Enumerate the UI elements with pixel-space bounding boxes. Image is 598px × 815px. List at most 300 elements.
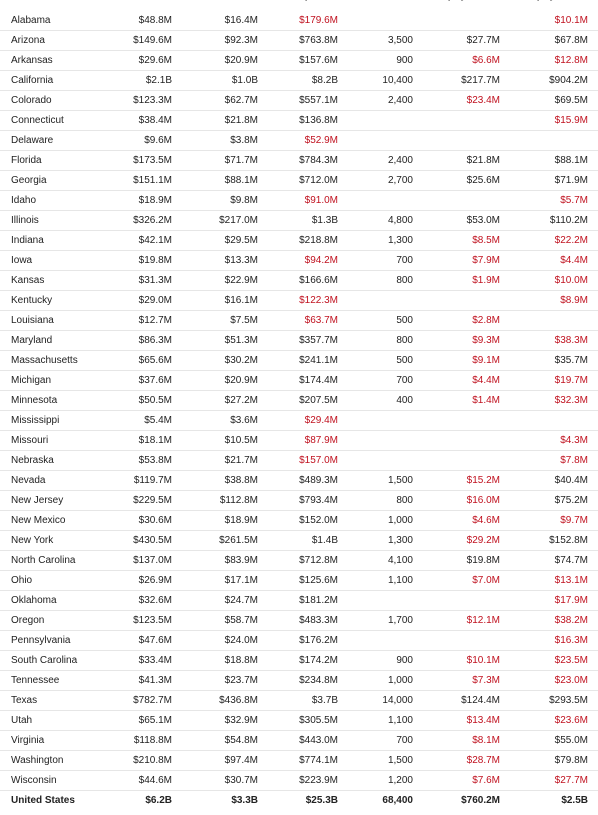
payments-total-cell: $10.0M <box>500 271 598 291</box>
payments-cell: $4.4M <box>413 371 500 391</box>
table-row <box>0 91 598 111</box>
power-cell: $91.0M <box>258 191 338 211</box>
owned-cell <box>338 411 413 431</box>
local-tax-cell: $23.7M <box>172 671 258 691</box>
payments-total-cell: $69.5M <box>500 91 598 111</box>
owned-cell <box>338 111 413 131</box>
payments-cell <box>413 451 500 471</box>
table-row <box>0 271 598 291</box>
owned-cell: 14,000 <box>338 691 413 711</box>
owned-cell: 900 <box>338 51 413 71</box>
payments-total-cell: $9.7M <box>500 511 598 531</box>
tax-cell: $86.3M <box>111 331 172 351</box>
state-cell: Minnesota <box>0 391 111 411</box>
local-tax-cell: $10.5M <box>172 431 258 451</box>
payments-total-cell: $79.8M <box>500 751 598 771</box>
owned-cell: 2,700 <box>338 171 413 191</box>
power-cell: $181.2M <box>258 591 338 611</box>
payments-cell <box>413 631 500 651</box>
table-row <box>0 291 598 311</box>
payments-total-cell: $17.9M <box>500 591 598 611</box>
owned-cell: 800 <box>338 491 413 511</box>
table-header <box>0 0 598 3</box>
owned-cell: 1,100 <box>338 571 413 591</box>
header-col1 <box>143 0 171 1</box>
total-row <box>0 791 598 811</box>
payments-cell: $1.4M <box>413 391 500 411</box>
state-cell: Utah <box>0 711 111 731</box>
tax-cell: $42.1M <box>111 231 172 251</box>
state-cell: North Carolina <box>0 551 111 571</box>
state-cell: Alabama <box>0 11 111 31</box>
local-tax-cell: $38.8M <box>172 471 258 491</box>
owned-cell: 1,000 <box>338 671 413 691</box>
tax-cell: $326.2M <box>111 211 172 231</box>
payments-cell: $27.7M <box>413 31 500 51</box>
owned-cell: 700 <box>338 251 413 271</box>
tax-cell: $229.5M <box>111 491 172 511</box>
local-tax-cell: $1.0B <box>172 71 258 91</box>
table-row <box>0 431 598 451</box>
tax-cell: $6.2B <box>145 795 172 806</box>
payments-total-cell: $15.9M <box>500 111 598 131</box>
payments-cell: $12.1M <box>413 611 500 631</box>
tax-cell: $19.8M <box>111 251 172 271</box>
table-row <box>0 611 598 631</box>
local-tax-cell: $27.2M <box>172 391 258 411</box>
owned-cell: 1,500 <box>338 751 413 771</box>
payments-cell: $7.3M <box>413 671 500 691</box>
power-cell: $207.5M <box>258 391 338 411</box>
tax-cell: $137.0M <box>111 551 172 571</box>
payments-total-cell: $13.1M <box>500 571 598 591</box>
owned-cell: 700 <box>338 731 413 751</box>
payments-total-cell: $19.7M <box>500 371 598 391</box>
local-tax-cell: $24.0M <box>172 631 258 651</box>
local-tax-cell: $7.5M <box>172 311 258 331</box>
payments-cell: $29.2M <box>413 531 500 551</box>
payments-cell: $7.9M <box>413 251 500 271</box>
payments-total-cell: $23.0M <box>500 671 598 691</box>
owned-cell: 900 <box>338 651 413 671</box>
header-col3 <box>305 0 337 1</box>
state-cell: Colorado <box>0 91 111 111</box>
table-row <box>0 731 598 751</box>
power-cell: $1.3B <box>258 211 338 231</box>
payments-total-cell: $4.4M <box>500 251 598 271</box>
power-cell: $712.8M <box>258 551 338 571</box>
power-cell: $557.1M <box>258 91 338 111</box>
table-row <box>0 531 598 551</box>
table-row <box>0 711 598 731</box>
state-cell: Illinois <box>0 211 111 231</box>
tax-cell: $65.6M <box>111 351 172 371</box>
payments-total-cell: $904.2M <box>500 71 598 91</box>
tax-cell: $38.4M <box>111 111 172 131</box>
local-tax-cell: $21.8M <box>172 111 258 131</box>
local-tax-cell: $18.9M <box>172 511 258 531</box>
state-cell: Michigan <box>0 371 111 391</box>
payments-cell: $7.0M <box>413 571 500 591</box>
power-cell: $8.2B <box>258 71 338 91</box>
local-tax-cell: $3.3B <box>231 795 258 806</box>
state-cell: New York <box>0 531 111 551</box>
payments-total-cell: $16.3M <box>500 631 598 651</box>
payments-total-cell: $35.7M <box>500 351 598 371</box>
payments-cell: $25.6M <box>413 171 500 191</box>
owned-cell <box>338 591 413 611</box>
tax-cell: $31.3M <box>111 271 172 291</box>
local-tax-cell: $217.0M <box>172 211 258 231</box>
owned-cell: 1,100 <box>338 711 413 731</box>
state-cell: Virginia <box>0 731 111 751</box>
table-row <box>0 571 598 591</box>
state-cell: Maryland <box>0 331 111 351</box>
payments-total-cell <box>500 131 598 151</box>
payments-total-cell: $12.8M <box>500 51 598 71</box>
payments-total-cell: $75.2M <box>500 491 598 511</box>
table-row <box>0 591 598 611</box>
state-cell: California <box>0 71 111 91</box>
tax-cell: $149.6M <box>111 31 172 51</box>
tax-cell: $123.5M <box>111 611 172 631</box>
tax-cell: $123.3M <box>111 91 172 111</box>
payments-cell: $1.9M <box>413 271 500 291</box>
state-cell: Missouri <box>0 431 111 451</box>
payments-cell <box>413 191 500 211</box>
state-cell: Massachusetts <box>0 351 111 371</box>
owned-cell: 500 <box>338 351 413 371</box>
table-row <box>0 251 598 271</box>
payments-cell: $2.8M <box>413 311 500 331</box>
power-cell: $174.2M <box>258 651 338 671</box>
local-tax-cell: $13.3M <box>172 251 258 271</box>
owned-cell: 500 <box>338 311 413 331</box>
local-tax-cell: $18.8M <box>172 651 258 671</box>
state-cell: Idaho <box>0 191 111 211</box>
owned-cell: 3,500 <box>338 31 413 51</box>
state-cell: New Jersey <box>0 491 111 511</box>
header-col6 <box>537 0 588 1</box>
tax-cell: $782.7M <box>111 691 172 711</box>
payments-total-cell: $293.5M <box>500 691 598 711</box>
table-row <box>0 331 598 351</box>
power-cell: $784.3M <box>258 151 338 171</box>
state-cell: Kansas <box>0 271 111 291</box>
power-cell: $136.8M <box>258 111 338 131</box>
payments-cell: $4.6M <box>413 511 500 531</box>
state-cell: New Mexico <box>0 511 111 531</box>
payments-total-cell: $38.3M <box>500 331 598 351</box>
header-col2 <box>201 0 257 1</box>
local-tax-cell: $58.7M <box>172 611 258 631</box>
table-row <box>0 391 598 411</box>
owned-cell: 1,300 <box>338 231 413 251</box>
table-row <box>0 51 598 71</box>
power-cell: $29.4M <box>258 411 338 431</box>
power-cell: $94.2M <box>258 251 338 271</box>
tax-cell: $37.6M <box>111 371 172 391</box>
payments-total-cell: $23.5M <box>500 651 598 671</box>
payments-total-cell: $4.3M <box>500 431 598 451</box>
state-cell: Louisiana <box>0 311 111 331</box>
power-cell: $218.8M <box>258 231 338 251</box>
table-row <box>0 411 598 431</box>
local-tax-cell: $3.6M <box>172 411 258 431</box>
power-cell: $483.3M <box>258 611 338 631</box>
payments-cell <box>413 11 500 31</box>
tax-cell: $5.4M <box>111 411 172 431</box>
table-row <box>0 131 598 151</box>
payments-cell: $10.1M <box>413 651 500 671</box>
payments-cell: $760.2M <box>461 795 500 806</box>
power-cell: $241.1M <box>258 351 338 371</box>
state-cell: Arizona <box>0 31 111 51</box>
table-row <box>0 11 598 31</box>
payments-total-cell: $71.9M <box>500 171 598 191</box>
table-row <box>0 691 598 711</box>
payments-cell <box>413 411 500 431</box>
local-tax-cell: $16.4M <box>172 11 258 31</box>
state-cell: Oregon <box>0 611 111 631</box>
state-cell: Delaware <box>0 131 111 151</box>
payments-total-cell <box>500 411 598 431</box>
tax-cell: $173.5M <box>111 151 172 171</box>
payments-cell: $15.2M <box>413 471 500 491</box>
tax-cell: $32.6M <box>111 591 172 611</box>
state-cell: Mississippi <box>0 411 111 431</box>
tax-cell: $44.6M <box>111 771 172 791</box>
power-cell: $774.1M <box>258 751 338 771</box>
state-cell: Oklahoma <box>0 591 111 611</box>
state-cell: Connecticut <box>0 111 111 131</box>
power-cell: $712.0M <box>258 171 338 191</box>
local-tax-cell: $97.4M <box>172 751 258 771</box>
power-cell: $357.7M <box>258 331 338 351</box>
tax-cell: $41.3M <box>111 671 172 691</box>
tax-cell: $53.8M <box>111 451 172 471</box>
state-cell: Wisconsin <box>0 771 111 791</box>
state-cell: Tennessee <box>0 671 111 691</box>
payments-total-cell <box>500 311 598 331</box>
power-cell: $157.0M <box>258 451 338 471</box>
owned-cell <box>338 451 413 471</box>
power-cell: $1.4B <box>258 531 338 551</box>
payments-cell <box>413 131 500 151</box>
table-row <box>0 651 598 671</box>
local-tax-cell: $30.2M <box>172 351 258 371</box>
tax-cell: $151.1M <box>111 171 172 191</box>
table-row <box>0 631 598 651</box>
table-row <box>0 31 598 51</box>
payments-cell: $9.1M <box>413 351 500 371</box>
table-row <box>0 231 598 251</box>
payments-cell: $124.4M <box>413 691 500 711</box>
local-tax-cell: $20.9M <box>172 51 258 71</box>
state-data-table <box>0 11 598 810</box>
payments-total-cell: $22.2M <box>500 231 598 251</box>
table-row <box>0 511 598 531</box>
owned-cell: 4,100 <box>338 551 413 571</box>
payments-cell: $19.8M <box>413 551 500 571</box>
tax-cell: $12.7M <box>111 311 172 331</box>
tax-cell: $118.8M <box>111 731 172 751</box>
table-row <box>0 171 598 191</box>
payments-total-cell: $55.0M <box>500 731 598 751</box>
tax-cell: $430.5M <box>111 531 172 551</box>
payments-cell: $6.6M <box>413 51 500 71</box>
owned-cell <box>338 11 413 31</box>
power-cell: $3.7B <box>258 691 338 711</box>
state-cell: Georgia <box>0 171 111 191</box>
payments-cell: $16.0M <box>413 491 500 511</box>
table-row <box>0 71 598 91</box>
tax-cell: $30.6M <box>111 511 172 531</box>
tax-cell: $33.4M <box>111 651 172 671</box>
table-row <box>0 451 598 471</box>
state-cell: Nebraska <box>0 451 111 471</box>
state-cell: Washington <box>0 751 111 771</box>
local-tax-cell: $261.5M <box>172 531 258 551</box>
payments-cell: $8.5M <box>413 231 500 251</box>
payments-total-cell: $74.7M <box>500 551 598 571</box>
table-row <box>0 471 598 491</box>
table-row <box>0 491 598 511</box>
payments-cell <box>413 591 500 611</box>
payments-cell: $23.4M <box>413 91 500 111</box>
local-tax-cell: $83.9M <box>172 551 258 571</box>
owned-cell: 68,400 <box>382 795 413 806</box>
payments-total-cell: $40.4M <box>500 471 598 491</box>
owned-cell: 2,400 <box>338 151 413 171</box>
local-tax-cell: $92.3M <box>172 31 258 51</box>
payments-cell: $8.1M <box>413 731 500 751</box>
tax-cell: $29.6M <box>111 51 172 71</box>
tax-cell: $48.8M <box>111 11 172 31</box>
owned-cell: 1,000 <box>338 511 413 531</box>
owned-cell: 700 <box>338 371 413 391</box>
payments-cell: $217.7M <box>413 71 500 91</box>
table-row <box>0 191 598 211</box>
local-tax-cell: $32.9M <box>172 711 258 731</box>
tax-cell: $2.1B <box>111 71 172 91</box>
payments-total-cell: $67.8M <box>500 31 598 51</box>
power-cell: $443.0M <box>258 731 338 751</box>
payments-cell: $28.7M <box>413 751 500 771</box>
payments-cell: $7.6M <box>413 771 500 791</box>
tax-cell: $18.1M <box>111 431 172 451</box>
owned-cell: 1,500 <box>338 471 413 491</box>
owned-cell: 800 <box>338 331 413 351</box>
local-tax-cell: $62.7M <box>172 91 258 111</box>
table-row <box>0 111 598 131</box>
tax-cell: $47.6M <box>111 631 172 651</box>
payments-cell <box>413 431 500 451</box>
owned-cell <box>338 631 413 651</box>
local-tax-cell: $24.7M <box>172 591 258 611</box>
table-row <box>0 211 598 231</box>
owned-cell: 800 <box>338 271 413 291</box>
table-row <box>0 671 598 691</box>
power-cell: $223.9M <box>258 771 338 791</box>
state-cell: Ohio <box>0 571 111 591</box>
state-cell: United States <box>11 795 75 806</box>
power-cell: $179.6M <box>258 11 338 31</box>
table-row <box>0 351 598 371</box>
payments-cell: $9.3M <box>413 331 500 351</box>
owned-cell <box>338 191 413 211</box>
owned-cell <box>338 131 413 151</box>
power-cell: $176.2M <box>258 631 338 651</box>
local-tax-cell: $16.1M <box>172 291 258 311</box>
state-cell: Indiana <box>0 231 111 251</box>
payments-total-cell: $88.1M <box>500 151 598 171</box>
owned-cell: 1,200 <box>338 771 413 791</box>
payments-total-cell: $5.7M <box>500 191 598 211</box>
tax-cell: $9.6M <box>111 131 172 151</box>
owned-cell: 2,400 <box>338 91 413 111</box>
power-cell: $489.3M <box>258 471 338 491</box>
state-cell: Texas <box>0 691 111 711</box>
payments-cell: $53.0M <box>413 211 500 231</box>
payments-total-cell: $7.8M <box>500 451 598 471</box>
power-cell: $157.6M <box>258 51 338 71</box>
tax-cell: $65.1M <box>111 711 172 731</box>
power-cell: $234.8M <box>258 671 338 691</box>
tax-cell: $210.8M <box>111 751 172 771</box>
tax-cell: $26.9M <box>111 571 172 591</box>
local-tax-cell: $21.7M <box>172 451 258 471</box>
local-tax-cell: $30.7M <box>172 771 258 791</box>
payments-cell <box>413 291 500 311</box>
tax-cell: $119.7M <box>111 471 172 491</box>
local-tax-cell: $3.8M <box>172 131 258 151</box>
owned-cell: 400 <box>338 391 413 411</box>
payments-cell: $21.8M <box>413 151 500 171</box>
owned-cell: 1,300 <box>338 531 413 551</box>
local-tax-cell: $9.8M <box>172 191 258 211</box>
state-cell: Pennsylvania <box>0 631 111 651</box>
table-row <box>0 751 598 771</box>
owned-cell: 10,400 <box>338 71 413 91</box>
local-tax-cell: $29.5M <box>172 231 258 251</box>
state-cell: South Carolina <box>0 651 111 671</box>
table-row <box>0 151 598 171</box>
payments-cell <box>413 111 500 131</box>
power-cell: $166.6M <box>258 271 338 291</box>
power-cell: $125.6M <box>258 571 338 591</box>
owned-cell: 4,800 <box>338 211 413 231</box>
header-state <box>11 0 38 1</box>
local-tax-cell: $88.1M <box>172 171 258 191</box>
table-body <box>0 11 598 810</box>
state-cell: Arkansas <box>0 51 111 71</box>
state-cell: Florida <box>0 151 111 171</box>
state-cell: Kentucky <box>0 291 111 311</box>
local-tax-cell: $54.8M <box>172 731 258 751</box>
state-cell: Iowa <box>0 251 111 271</box>
payments-total-cell: $10.1M <box>500 11 598 31</box>
payments-total-cell: $8.9M <box>500 291 598 311</box>
power-cell: $52.9M <box>258 131 338 151</box>
table-row <box>0 311 598 331</box>
owned-cell <box>338 431 413 451</box>
header-col5 <box>448 0 499 1</box>
table-row <box>0 371 598 391</box>
table-row <box>0 551 598 571</box>
tax-cell: $29.0M <box>111 291 172 311</box>
payments-total-cell: $23.6M <box>500 711 598 731</box>
